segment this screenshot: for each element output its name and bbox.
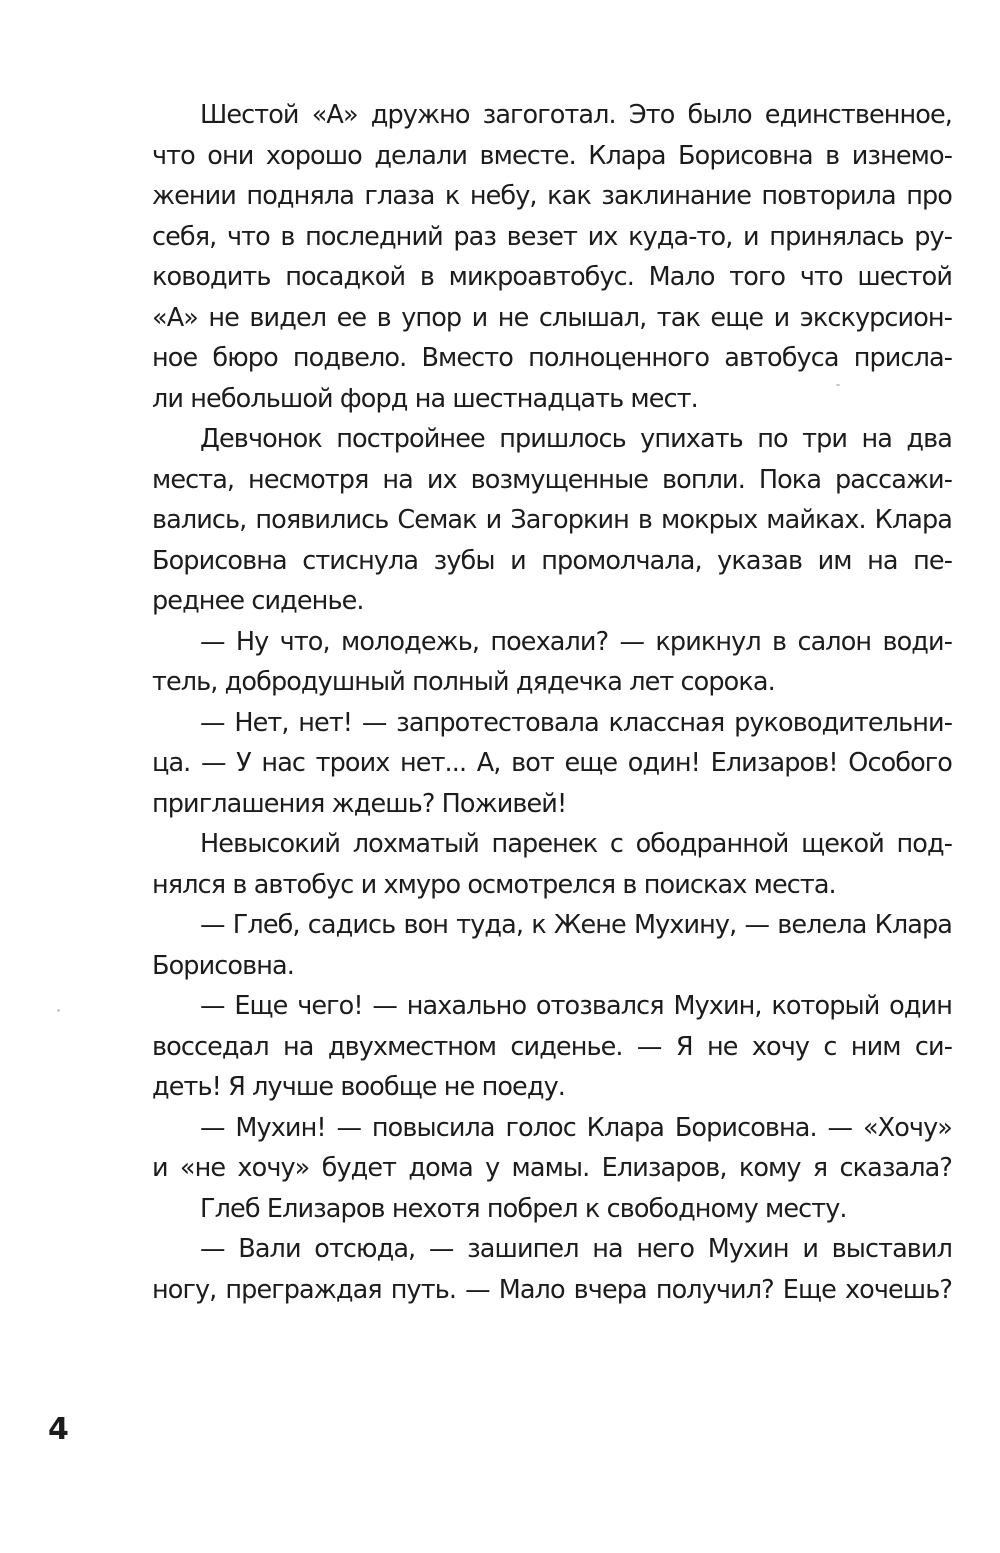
- text-line: вались, появились Семак и Загоркин в мокрых майках. Клара: [152, 505, 952, 535]
- text-line: — Ну что, молодежь, поехали? — крикнул в салон води-: [200, 626, 952, 657]
- text-line: Борисовна.: [152, 950, 294, 981]
- text-line: — Мухин! — повысила голос Клара Борисовна. — «Хочу»: [200, 1112, 952, 1143]
- text-line: нялся в автобус и хмуро осмотрелся в поисках места.: [152, 869, 836, 900]
- text-line: реднее сиденье.: [152, 586, 364, 616]
- text-line: Девчонок постройнее пришлось упихать по три на два: [200, 424, 952, 454]
- text-line: жении подняла глаза к небу, как заклинание повторила про: [152, 181, 952, 211]
- text-line: — Глеб, садись вон туда, к Жене Мухину, — велела Клара: [200, 910, 952, 940]
- text-line: и «не хочу» будет дома у мамы. Елизаров, кому я сказала?: [152, 1153, 952, 1183]
- text-line: места, несмотря на их возмущенные вопли. Пока рассажи-: [152, 464, 952, 495]
- text-line: — Вали отсюда, — зашипел на него Мухин и выставил: [200, 1234, 952, 1264]
- text-line: ца. — У нас троих нет... А, вот еще один! Елизаров! Особого: [152, 748, 952, 778]
- paper-speck: [57, 1009, 60, 1012]
- text-line: себя, что в последний раз везет их куда-то, и принялась ру-: [152, 221, 952, 252]
- text-line: Борисовна стиснула зубы и промолчала, указав им на пе-: [152, 545, 952, 576]
- text-line: ногу, преграждая путь. — Мало вчера получил? Еще хочешь?: [152, 1274, 952, 1305]
- body-text: [152, 95, 952, 1310]
- text-line: деть! Я лучше вообще не поеду.: [152, 1072, 565, 1102]
- paper-speck: [836, 384, 840, 386]
- text-line: ное бюро подвело. Вместо полноценного автобуса присла-: [152, 343, 952, 373]
- text-line: Шестой «А» дружно загоготал. Это было единственное,: [200, 100, 952, 130]
- text-line: Невысокий лохматый паренек с ободранной щекой под-: [200, 829, 952, 859]
- text-line: ли небольшой форд на шестнадцать мест.: [152, 383, 698, 414]
- text-line: ководить посадкой в микроавтобус. Мало того что шестой: [152, 262, 952, 292]
- text-line: восседал на двухместном сиденье. — Я не хочу с ним си-: [152, 1031, 952, 1062]
- text-line: что они хорошо делали вместе. Клара Борисовна в изнемо-: [152, 140, 952, 171]
- text-line: тель, добродушный полный дядечка лет сорока.: [152, 667, 775, 697]
- page-number: 4: [48, 1412, 69, 1447]
- text-line: Глеб Елизаров нехотя побрел к свободному месту.: [200, 1193, 847, 1224]
- text-line: приглашения ждешь? Поживей!: [152, 788, 567, 819]
- text-line: — Нет, нет! — запротестовала классная руководительни-: [200, 707, 952, 738]
- text-line: «А» не видел ее в упор и не слышал, так еще и экскурсион-: [152, 302, 952, 333]
- text-line: — Еще чего! — нахально отозвался Мухин, который один: [200, 991, 952, 1021]
